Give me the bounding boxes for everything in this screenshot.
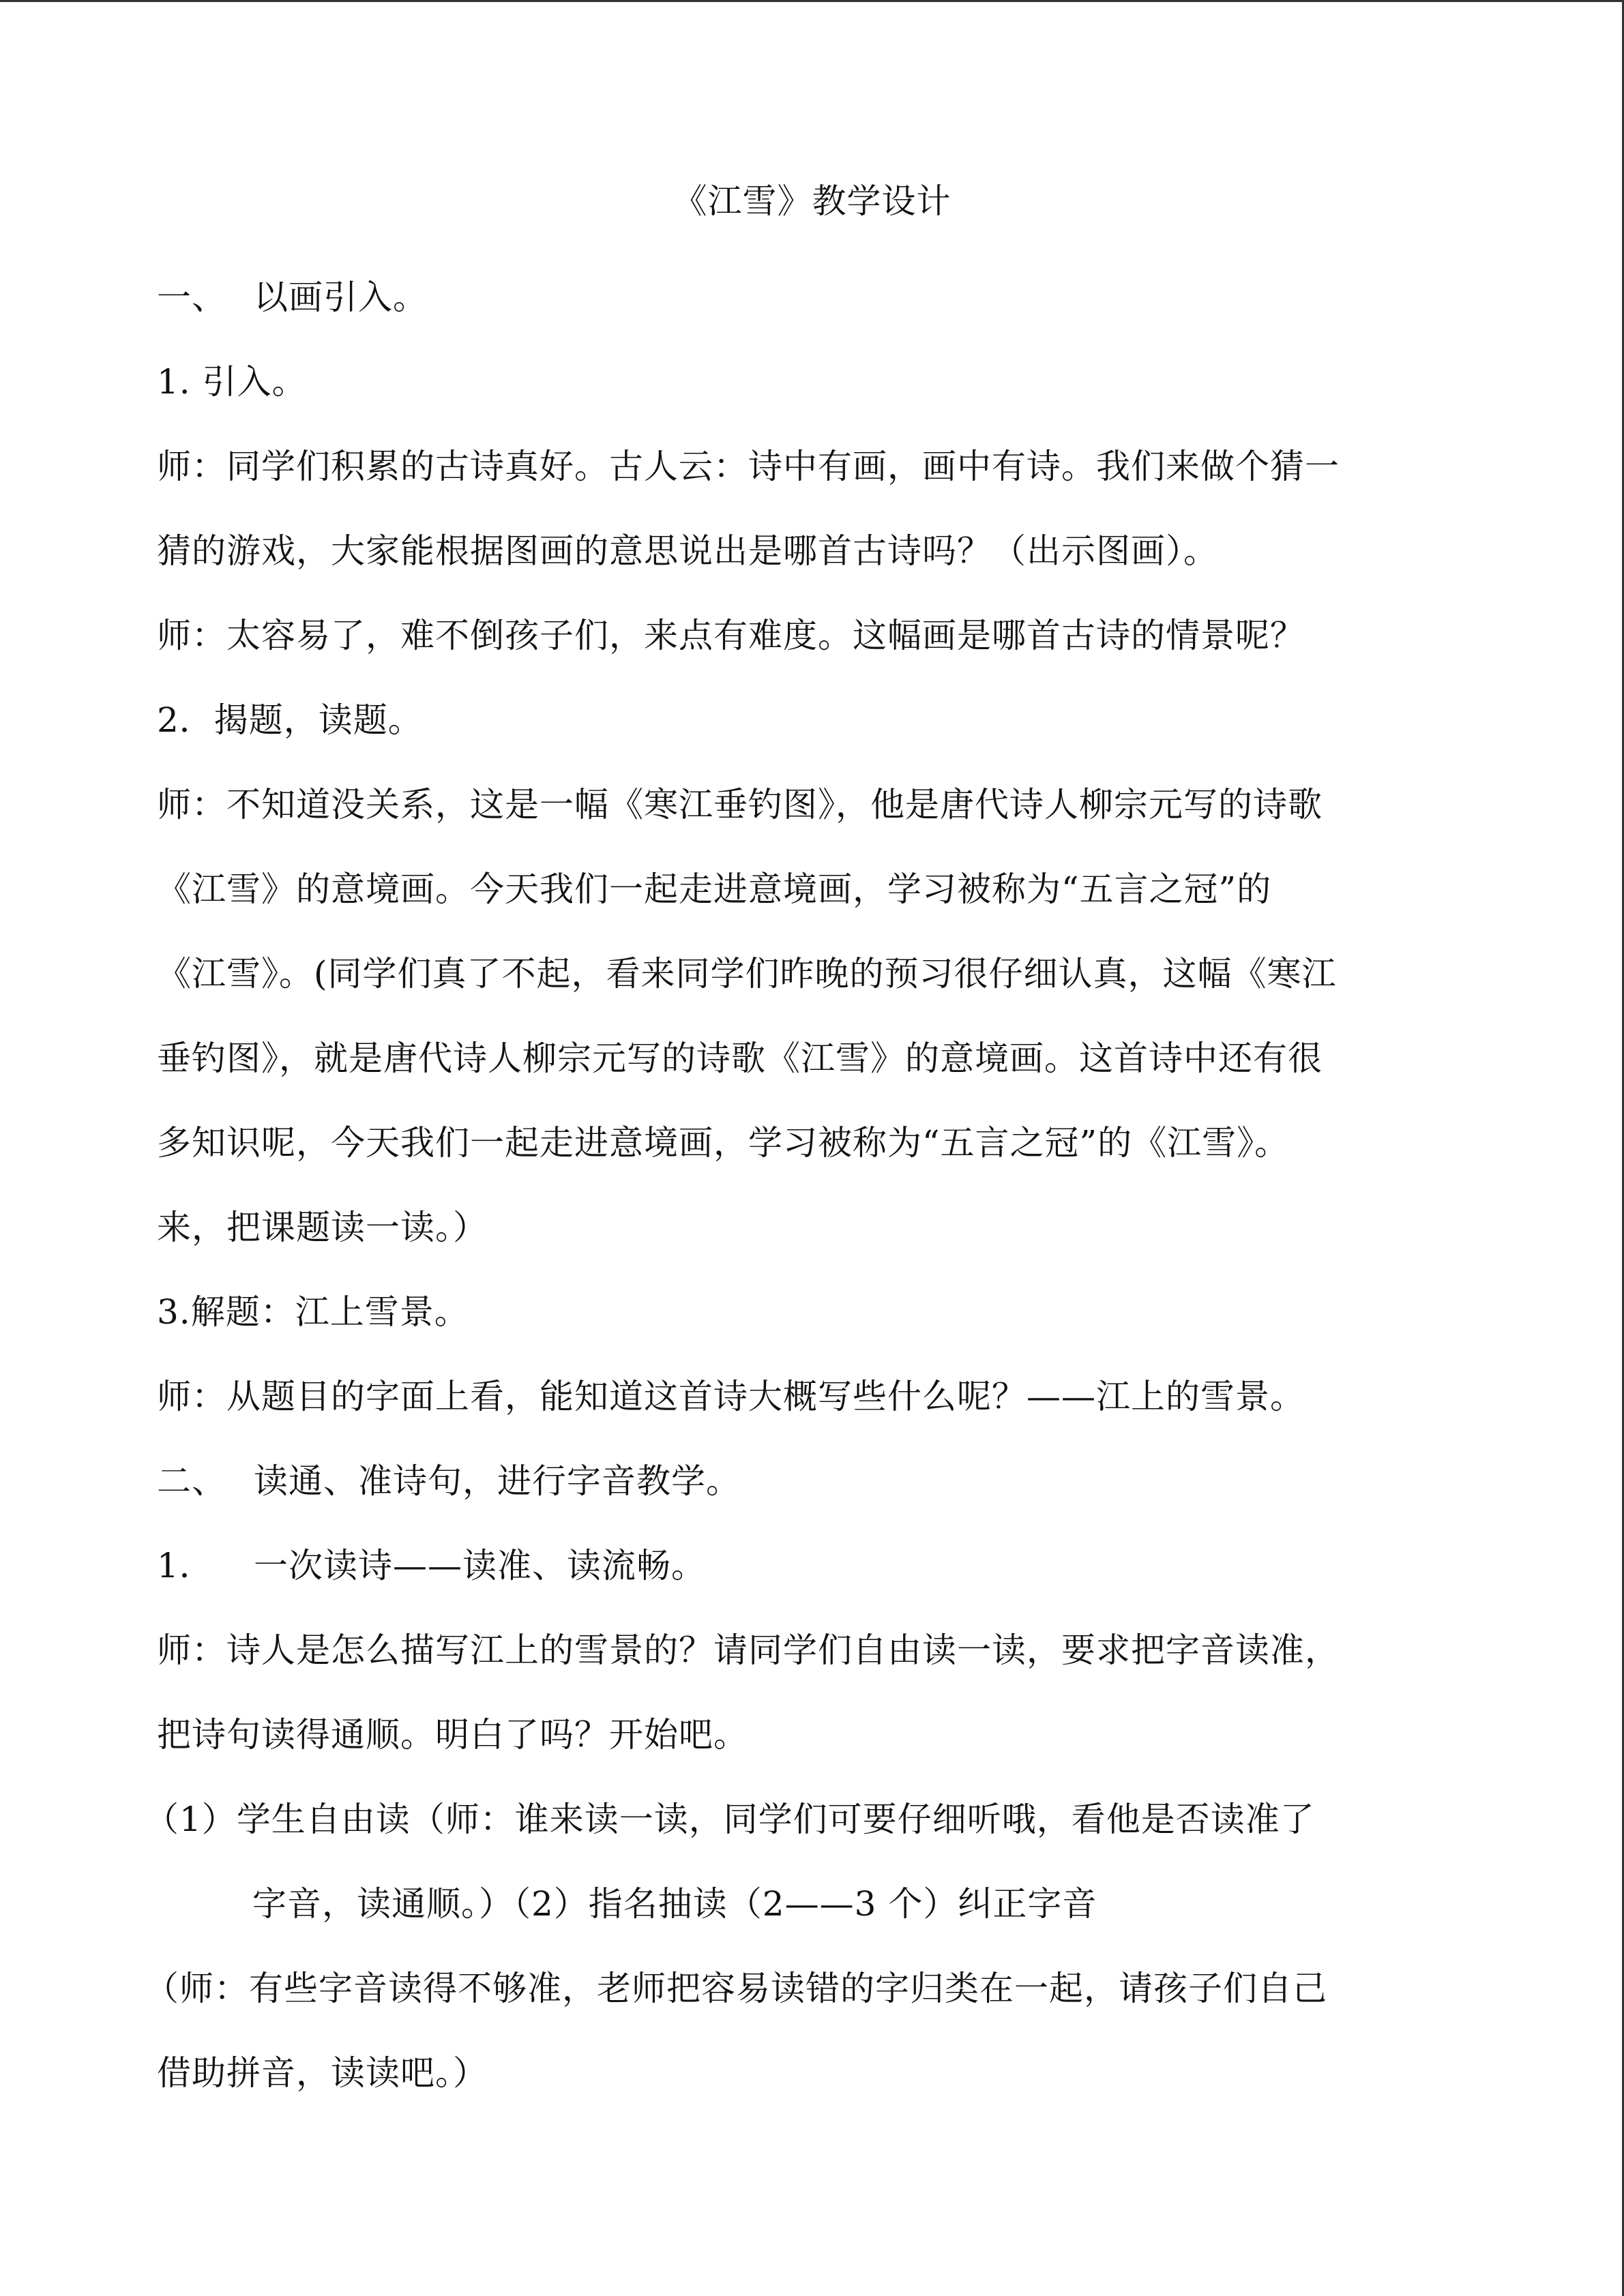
paragraph-line: 猜的游戏，大家能根据图画的意思说出是哪首古诗吗？（出示图画）。 [157, 531, 1218, 571]
paragraph-line: 师：诗人是怎么描写江上的雪景的？请同学们自由读一读，要求把字音读准， [157, 1630, 1340, 1670]
paragraph-line: 借助拼音，读读吧。） [157, 2053, 488, 2093]
paragraph-line: 师：从题目的字面上看，能知道这首诗大概写些什么呢？——江上的雪景。 [157, 1377, 1305, 1416]
list-item-text: 一次读诗——读准、读流畅。 [254, 1546, 706, 1585]
section-heading [157, 255, 1473, 340]
paragraph-line: 把诗句读得通顺。明白了吗？开始吧。 [157, 1715, 748, 1755]
paragraph-line: 垂钓图》，就是唐代诗人柳宗元写的诗歌《江雪》的意境画。这首诗中还有很 [157, 1039, 1323, 1078]
paragraph-line: 师：不知道没关系，这是一幅《寒江垂钓图》，他是唐代诗人柳宗元写的诗歌 [157, 785, 1323, 824]
document-body [145, 255, 1473, 2115]
list-item-number: （1） [145, 1800, 237, 1839]
paragraph-line: 师：太容易了，难不倒孩子们，来点有难度。这幅画是哪首古诗的情景呢？ [157, 616, 1305, 655]
paragraph-line: 多知识呢，今天我们一起走进意境画，学习被称为“五言之冠”的《江雪》。 [157, 1123, 1290, 1163]
section-heading-text: 以画引入。 [254, 278, 428, 317]
section-number: 二、 [157, 1461, 226, 1501]
list-item-number: 1． [157, 1546, 214, 1585]
paragraph-line: 《江雪》的意境画。今天我们一起走进意境画，学习被称为“五言之冠”的 [157, 869, 1272, 909]
paragraph-line: 来，把课题读一读。） [157, 1208, 488, 1247]
paragraph-line: 《江雪》。(同学们真了不起，看来同学们昨晚的预习很仔细认真，这幅《寒江 [157, 954, 1337, 994]
section-heading-text: 读通、准诗句，进行字音教学。 [254, 1461, 741, 1501]
section-number: 一、 [157, 278, 226, 317]
paragraph-line: 2．揭题，读题。 [157, 700, 423, 740]
list-item [145, 1777, 1473, 1862]
paragraph-line: （师：有些字音读得不够准，老师把容易读错的字归类在一起，请孩子们自己 [145, 1969, 1327, 2008]
paragraph-line: 字音，读通顺。）（2）指名抽读（2——3 个）纠正字音 [252, 1884, 1097, 1924]
paragraph-line: 师：同学们积累的古诗真好。古人云：诗中有画，画中有诗。我们来做个猜一 [157, 447, 1340, 486]
list-item-text: 学生自由读（师：谁来读一读，同学们可要仔细听哦，看他是否读准了 [236, 1800, 1315, 1839]
section-heading [157, 1439, 1473, 1523]
paragraph-line: 1. 引入。 [157, 362, 307, 402]
list-item [157, 1523, 1473, 1608]
paragraph-line: 3.解题：江上雪景。 [157, 1292, 469, 1332]
document-title: 《江雪》教学设计 [673, 181, 951, 221]
